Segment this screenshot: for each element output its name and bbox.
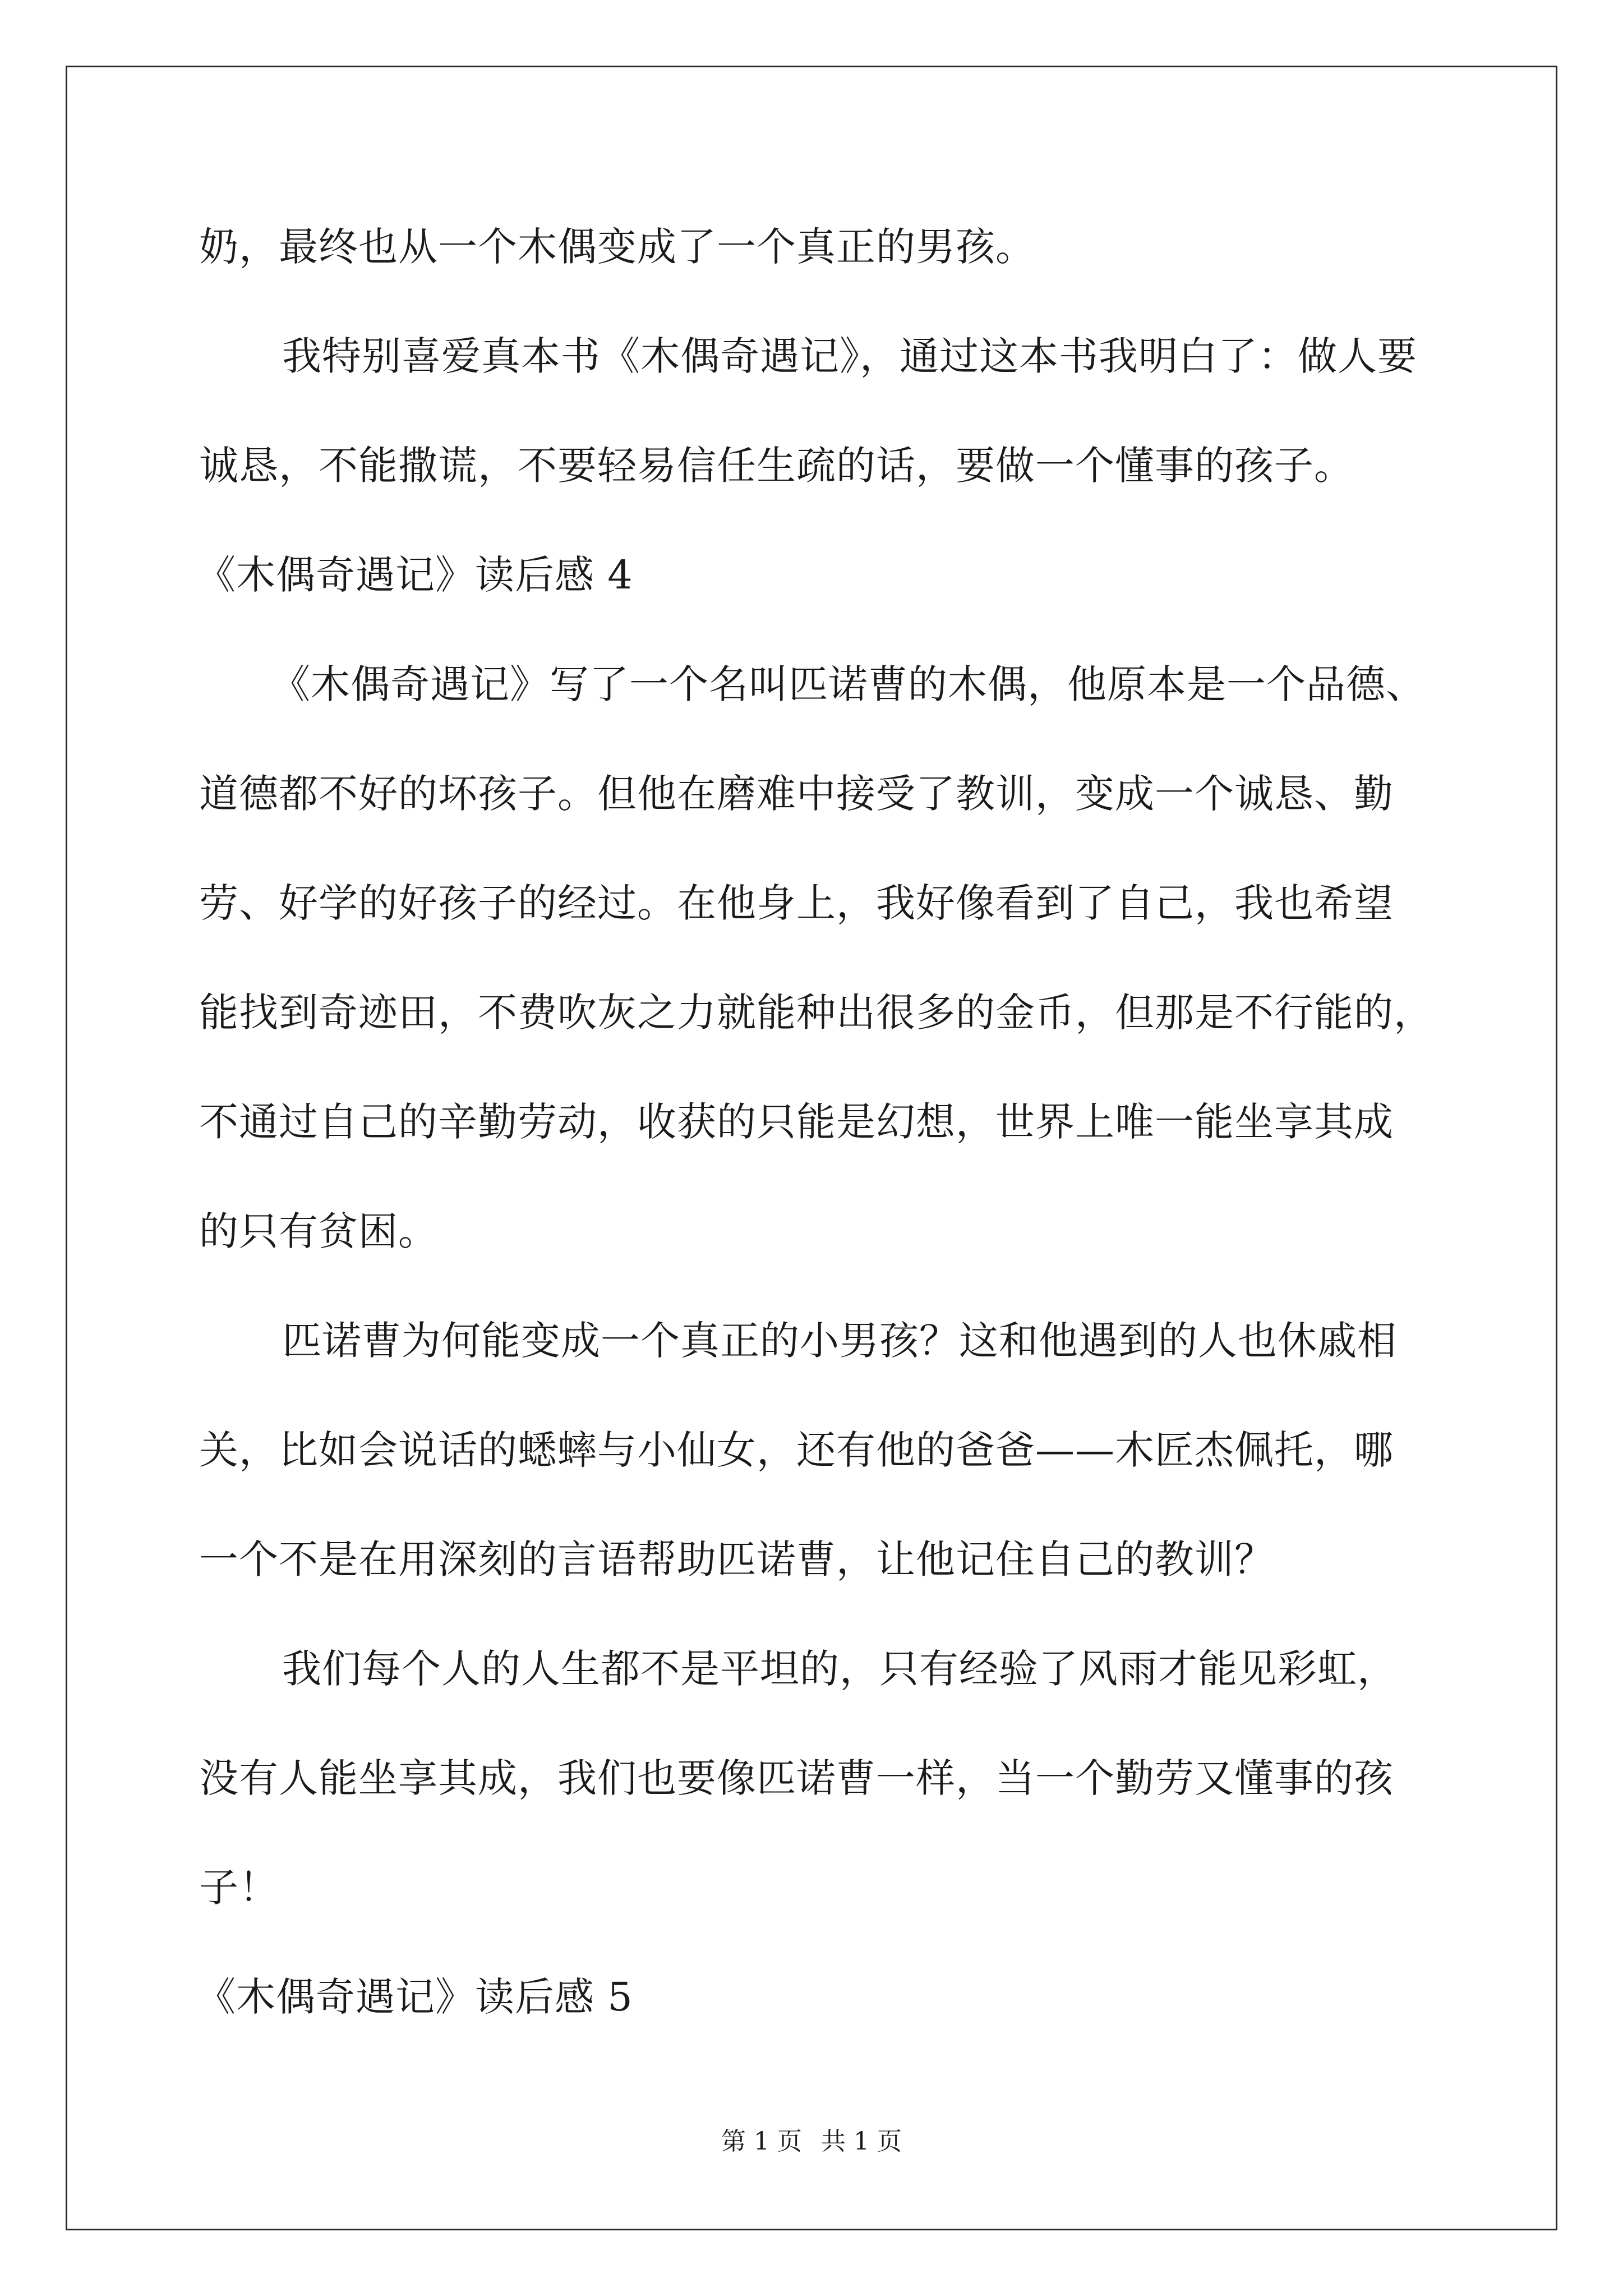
section-heading: 《木偶奇遇记》读后感 4: [196, 552, 633, 598]
page-total: 共 1 页: [821, 2127, 902, 2156]
paragraph-line: 的只有贫困。: [199, 1208, 438, 1254]
paragraph-line: 不通过自己的辛勤劳动，收获的只能是幻想，世界上唯一能坐享其成: [199, 1099, 1394, 1145]
paragraph-line: 奶，最终也从一个木偶变成了一个真正的男孩。: [199, 224, 1035, 270]
paragraph-line: 一个不是在用深刻的言语帮助匹诺曹，让他记住自己的教训？: [199, 1536, 1274, 1582]
paragraph-line: 诚恳，不能撒谎，不要轻易信任生疏的话，要做一个懂事的孩子。: [199, 443, 1354, 489]
page-number: 第 1 页: [721, 2127, 802, 2156]
paragraph-line: 道德都不好的坏孩子。但他在磨难中接受了教训，变成一个诚恳、勤: [199, 771, 1394, 817]
paragraph-line: 劳、好学的好孩子的经过。在他身上，我好像看到了自己，我也希望: [199, 880, 1394, 926]
page-footer: [0, 2125, 1623, 2159]
section-heading: 《木偶奇遇记》读后感 5: [196, 1974, 633, 2020]
paragraph-line: 没有人能坐享其成，我们也要像匹诺曹一样，当一个勤劳又懂事的孩: [199, 1755, 1394, 1801]
paragraph-line: 《木偶奇遇记》写了一个名叫匹诺曹的木偶，他原本是一个品德、: [271, 661, 1426, 707]
paragraph-line: 子！: [199, 1865, 279, 1911]
paragraph-line: 我特别喜爱真本书《木偶奇遇记》，通过这本书我明白了：做人要: [282, 333, 1417, 379]
paragraph-line: 能找到奇迹田，不费吹灰之力就能种出很多的金币，但那是不行能的，: [199, 990, 1433, 1036]
paragraph-line: 关，比如会说话的蟋蟀与小仙女，还有他的爸爸——木匠杰佩托，哪: [199, 1427, 1394, 1473]
paragraph-line: 我们每个人的人生都不是平坦的，只有经验了风雨才能见彩虹，: [282, 1646, 1397, 1692]
paragraph-line: 匹诺曹为何能变成一个真正的小男孩？这和他遇到的人也休戚相: [282, 1318, 1397, 1364]
